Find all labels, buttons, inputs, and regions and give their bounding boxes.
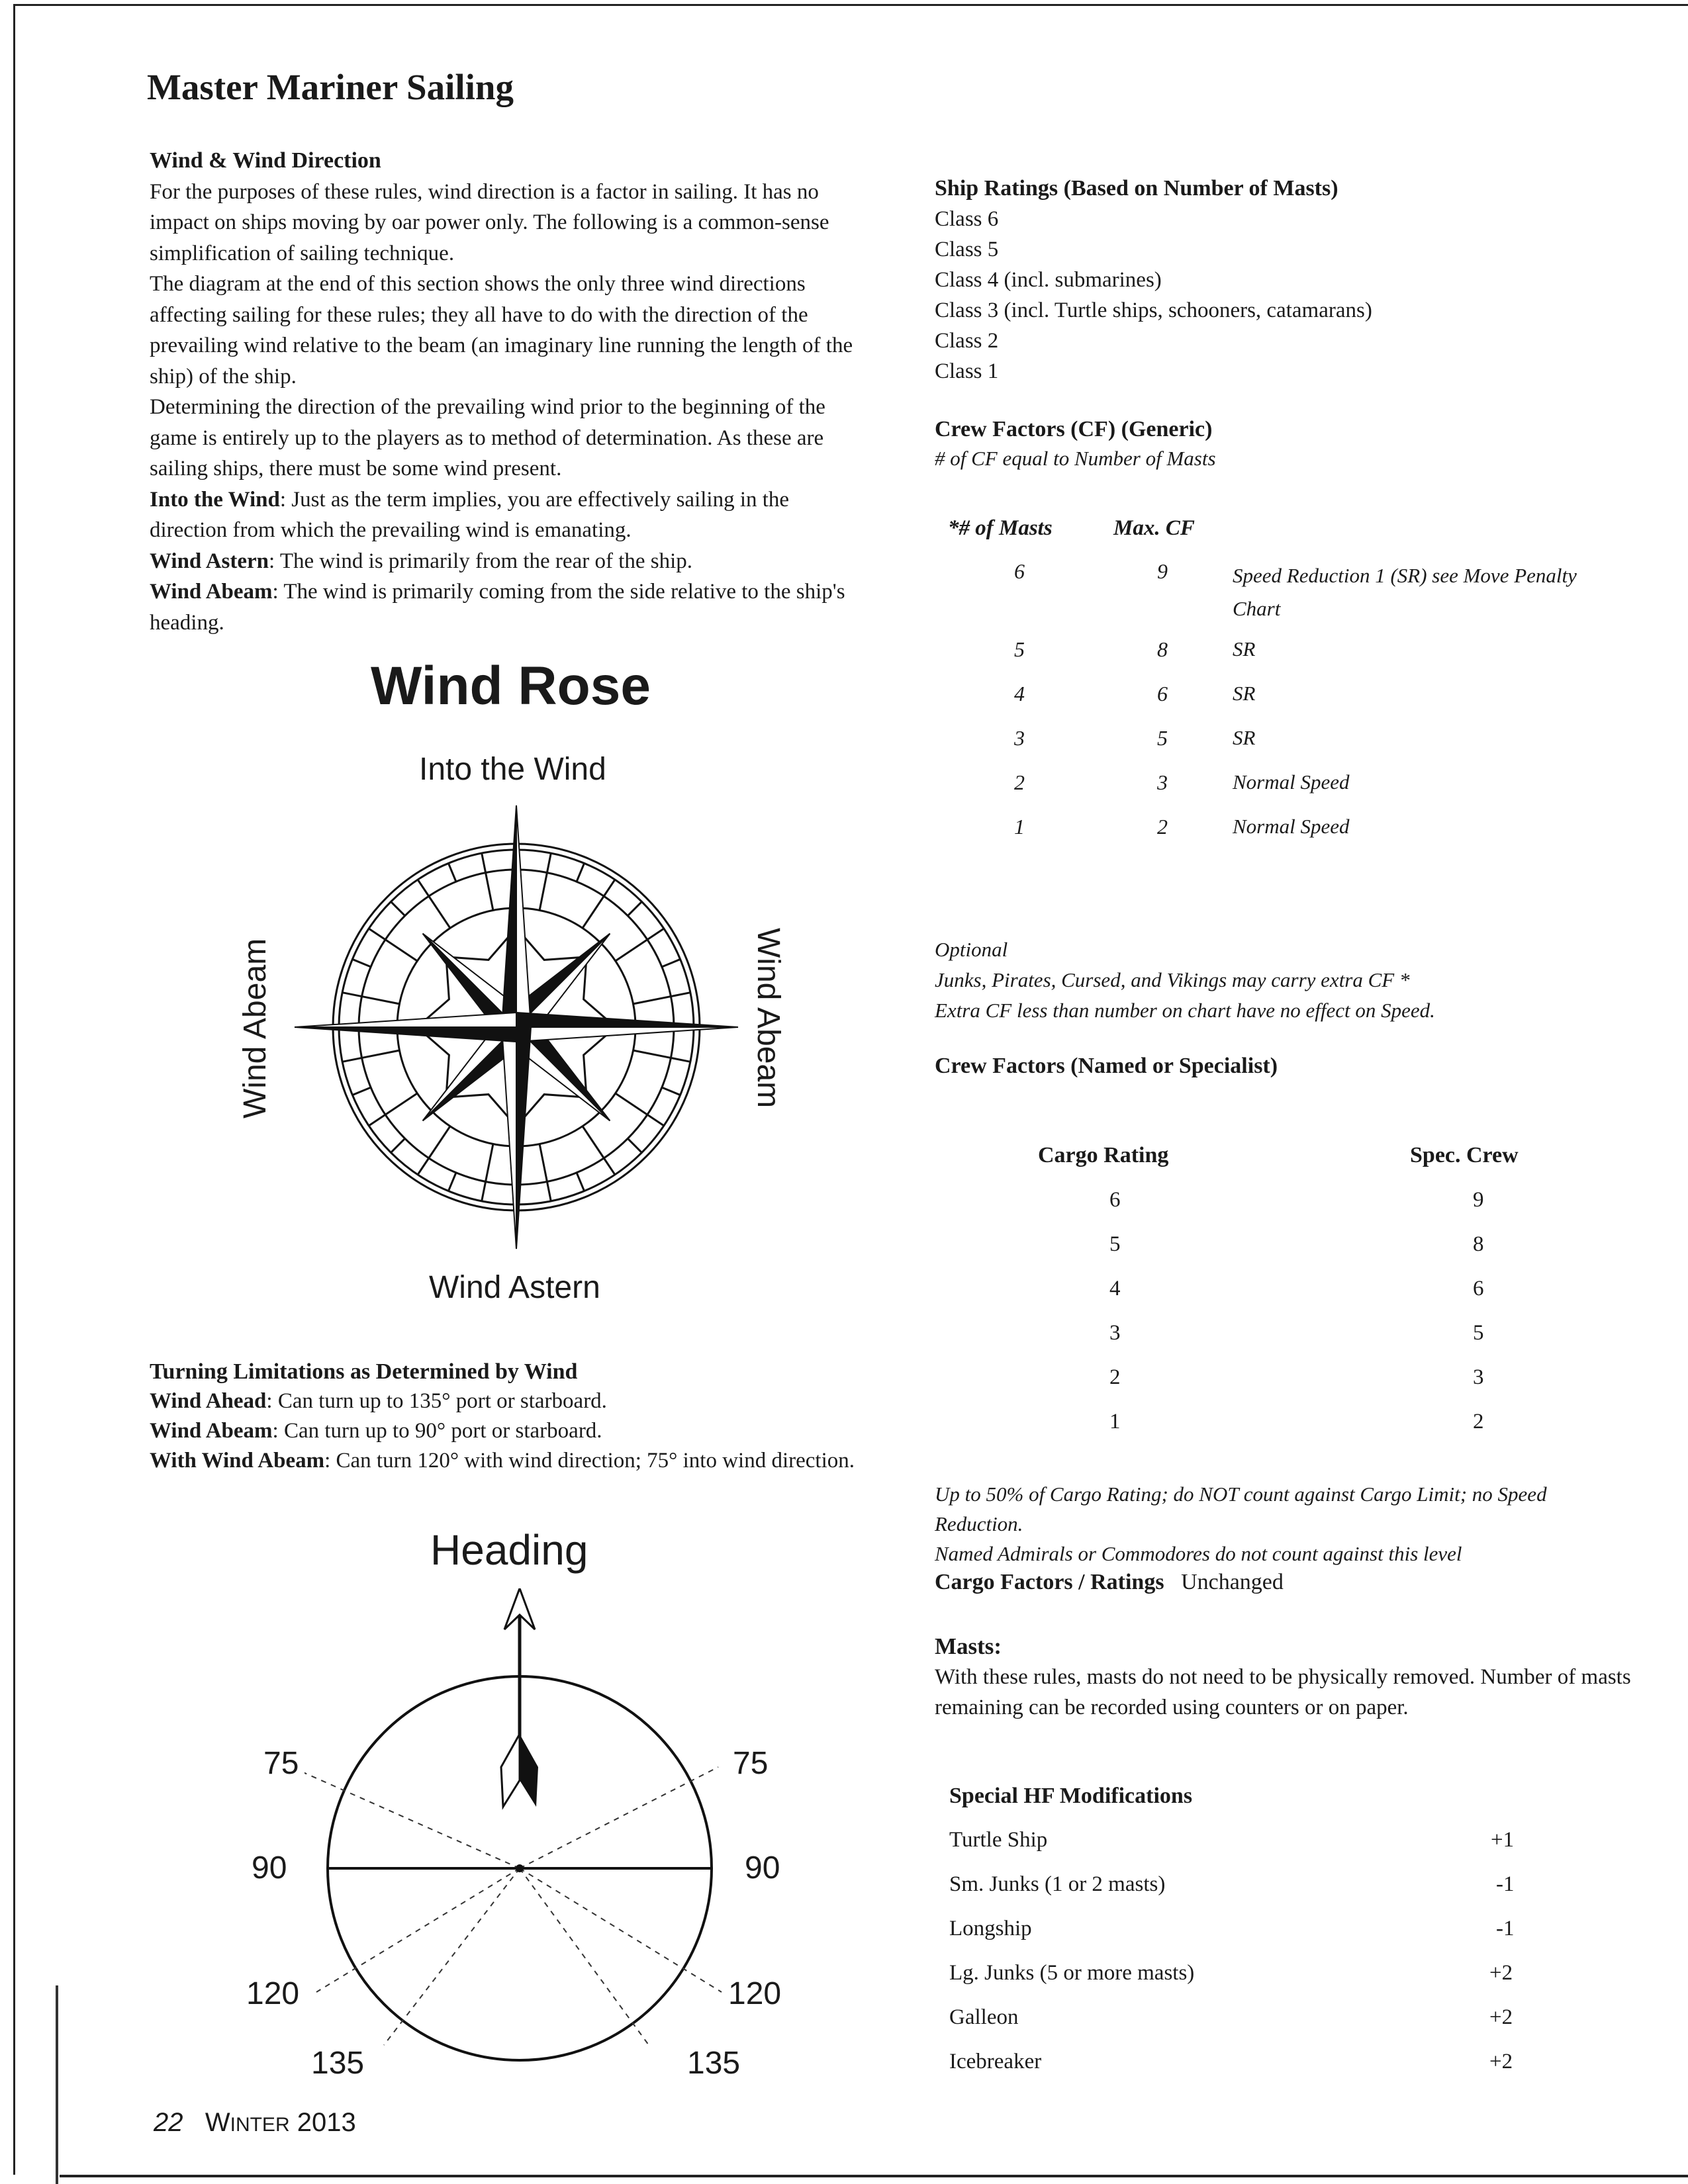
table-row-masts: 5 (1014, 637, 1025, 661)
heading-title: Heading (430, 1526, 588, 1574)
page-number: 22 (154, 2108, 183, 2137)
page-title: Master Mariner Sailing (147, 67, 514, 107)
table-row-spec: 2 (1473, 1410, 1484, 1433)
list-item: Class 4 (incl. submarines) (935, 268, 1162, 292)
list-item: Class 1 (935, 359, 999, 383)
table-row-spec: 9 (1473, 1188, 1484, 1212)
table-row-cargo: 5 (1109, 1232, 1121, 1256)
rose-label-bottom: Wind Astern (429, 1270, 600, 1305)
rose-label-top: Into the Wind (419, 752, 606, 787)
heading-label-90-right: 90 (745, 1850, 780, 1886)
table-row-spec: 5 (1473, 1321, 1484, 1345)
issue-rest: INTER (230, 2114, 290, 2136)
list-item: Class 6 (935, 207, 999, 231)
masts-section (935, 1631, 1669, 1723)
crew-named-heading: Crew Factors (Named or Specialist) (935, 1054, 1278, 1078)
table-row-name: Galleon (949, 2005, 1019, 2029)
heading-label-120-left: 120 (246, 1976, 300, 2011)
table-row-masts: 4 (1014, 682, 1025, 705)
heading-label-75-left: 75 (263, 1746, 299, 1781)
definition-into-wind: Into the Wind: Just as the term implies, you are effectively sailing in the direction from which the prevailing wind is emanating. (150, 487, 790, 542)
table-row-note: SR (1233, 682, 1256, 705)
issue-initial: W (205, 2108, 230, 2137)
crew-named-notes (935, 1479, 1630, 1569)
table-row-masts: 6 (1014, 559, 1025, 583)
wind-section (150, 146, 871, 638)
table-row-spec: 3 (1473, 1365, 1484, 1389)
table-row-cf: 9 (1157, 559, 1168, 583)
heading-label-90-left: 90 (252, 1850, 287, 1886)
col-masts-header: *# of Masts (948, 516, 1053, 540)
crew-generic-subtitle: # of CF equal to Number of Masts (935, 447, 1216, 470)
col-spec-header: Spec. Crew (1410, 1143, 1519, 1167)
wind-paragraph: For the purposes of these rules, wind direction is a factor in sailing. It has no impact on ships moving by oar power only. The following is a common-sense simplification of sailing technique. (150, 179, 829, 265)
table-row-mod: +2 (1489, 2050, 1513, 2073)
crew-named-note: Named Admirals or Commodores do not count against this level (935, 1542, 1462, 1565)
table-row-name: Turtle Ship (949, 1828, 1048, 1852)
table-row-spec: 6 (1473, 1277, 1484, 1300)
table-row-note: SR (1233, 726, 1256, 749)
rose-label-left: Wind Abeam (238, 938, 273, 1118)
turning-rule: Wind Ahead: Can turn up to 135° port or starboard. (150, 1389, 607, 1413)
table-row-name: Sm. Junks (1 or 2 masts) (949, 1872, 1166, 1896)
page-footer (154, 2108, 356, 2138)
table-row-cf: 3 (1157, 770, 1168, 794)
list-item: Class 2 (935, 329, 999, 353)
compass-rose-icon (278, 794, 755, 1271)
table-row-mod: -1 (1496, 1872, 1515, 1896)
list-item: Class 5 (935, 238, 999, 261)
heading-label-75-right: 75 (733, 1746, 769, 1781)
list-item: Class 3 (incl. Turtle ships, schooners, catamarans) (935, 298, 1372, 322)
turning-section (150, 1357, 891, 1476)
table-row-name: Icebreaker (949, 2050, 1042, 2073)
table-row-spec: 8 (1473, 1232, 1484, 1256)
issue-year: 2013 (297, 2108, 356, 2137)
wind-paragraph: Determining the direction of the prevailing wind prior to the beginning of the game is entirely up to the players as to method of determination. As these are sailing ships, there must be some wind present. (150, 395, 825, 480)
table-row-note: Speed Reduction 1 (SR) see Move Penalty Chart (1233, 564, 1577, 620)
masts-text: With these rules, masts do not need to be physically removed. Number of masts remaining can be recorded using counters or on paper. (935, 1665, 1631, 1719)
definition-wind-abeam: Wind Abeam: The wind is primarily coming from the side relative to the ship's heading. (150, 580, 845, 635)
optional-label: Optional (935, 938, 1008, 961)
table-row-masts: 2 (1014, 770, 1025, 794)
table-row-cargo: 2 (1109, 1365, 1121, 1389)
special-hf-heading: Special HF Modifications (949, 1784, 1193, 1808)
table-row-cf: 2 (1157, 815, 1168, 839)
crew-generic-heading: Crew Factors (CF) (Generic) (935, 417, 1213, 441)
optional-line: Extra CF less than number on chart have no effect on Speed. (935, 999, 1435, 1022)
heading-label-120-right: 120 (728, 1976, 782, 2011)
table-row-mod: +2 (1489, 2005, 1513, 2029)
ship-ratings (935, 173, 1630, 387)
cargo-factors (935, 1570, 1284, 1595)
turning-heading: Turning Limitations as Determined by Wind (150, 1359, 578, 1384)
masts-heading: Masts: (935, 1633, 1002, 1659)
optional-line: Junks, Pirates, Cursed, and Vikings may carry extra CF * (935, 968, 1410, 991)
left-rule (13, 4, 15, 2175)
col-cargo-header: Cargo Rating (1038, 1143, 1169, 1167)
table-row-note: Normal Speed (1233, 815, 1350, 838)
wind-heading: Wind & Wind Direction (150, 148, 381, 173)
bottom-rule (60, 2175, 1688, 2177)
ship-ratings-heading: Ship Ratings (Based on Number of Masts) (935, 176, 1338, 201)
heading-diagram (305, 1588, 728, 2065)
table-row-cf: 5 (1157, 726, 1168, 750)
table-row-cargo: 6 (1109, 1188, 1121, 1212)
heading-label-135-left: 135 (311, 2046, 365, 2081)
table-row-cargo: 4 (1109, 1277, 1121, 1300)
cargo-factors-value: Unchanged (1181, 1570, 1284, 1594)
rose-label-right: Wind Abeam (751, 928, 786, 1109)
turning-rule: Wind Abeam: Can turn up to 90° port or starboard. (150, 1419, 602, 1443)
optional-section (935, 934, 1435, 1026)
top-rule (13, 4, 1688, 6)
table-row-mod: +1 (1491, 1828, 1515, 1852)
table-row-note: SR (1233, 637, 1256, 660)
definition-wind-astern: Wind Astern: The wind is primarily from the rear of the ship. (150, 549, 693, 573)
table-row-mod: -1 (1496, 1917, 1515, 1940)
left-rule-inner (56, 1985, 58, 2184)
table-row-cargo: 1 (1109, 1410, 1121, 1433)
turning-rule: With Wind Abeam: Can turn 120° with wind direction; 75° into wind direction. (150, 1449, 855, 1473)
wind-paragraph: The diagram at the end of this section shows the only three wind directions affecting sailing for these rules; they all have to do with the direction of the prevailing wind relative to the beam (an imaginary line running the length of the ship) of the ship. (150, 272, 853, 388)
table-row-note: Normal Speed (1233, 770, 1350, 794)
table-row-name: Longship (949, 1917, 1032, 1940)
cargo-factors-label: Cargo Factors / Ratings (935, 1570, 1164, 1594)
table-row-mod: +2 (1489, 1961, 1513, 1985)
table-row-cf: 8 (1157, 637, 1168, 661)
table-row-masts: 3 (1014, 726, 1025, 750)
crew-named-note: Up to 50% of Cargo Rating; do NOT count against Cargo Limit; no Speed Reduction. (935, 1482, 1547, 1535)
wind-rose-title: Wind Rose (371, 656, 651, 716)
table-row-cf: 6 (1157, 682, 1168, 705)
table-row-name: Lg. Junks (5 or more masts) (949, 1961, 1195, 1985)
table-row-cargo: 3 (1109, 1321, 1121, 1345)
table-row-masts: 1 (1014, 815, 1025, 839)
heading-label-135-right: 135 (687, 2046, 741, 2081)
col-maxcf-header: Max. CF (1113, 516, 1195, 540)
